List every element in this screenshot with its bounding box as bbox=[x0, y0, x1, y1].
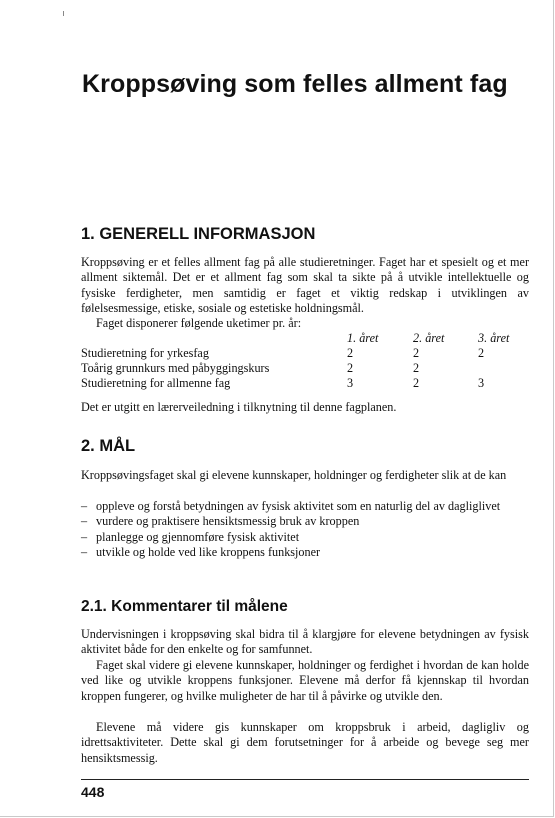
list-item-text: vurdere og praktisere hensiktsmessig bruk av kroppen bbox=[96, 514, 360, 529]
table-row-label: Toårig grunnkurs med påbyggingskurs bbox=[81, 361, 270, 375]
table-header-year1: 1. året bbox=[347, 331, 379, 345]
table-cell: 2 bbox=[478, 346, 485, 360]
table-cell: 3 bbox=[478, 376, 485, 390]
section-heading-general-info: 1. GENERELL INFORMASJON bbox=[81, 225, 316, 243]
comments-paragraph-3: Elevene må videre gis kunnskaper om kroppsbruk i arbeid, dagligliv og idrettsaktiviteter. Dette skal gi dem forutsetninger for å arbeide og bevege seg mer hensiktsmessig. bbox=[81, 720, 529, 765]
table-row-label: Studieretning for allmenne fag bbox=[81, 376, 231, 390]
dash-marker: – bbox=[81, 499, 88, 513]
footer-rule bbox=[81, 779, 529, 780]
table-row-label: Studieretning for yrkesfag bbox=[81, 346, 209, 360]
table-cell: 3 bbox=[347, 376, 354, 390]
table-cell: 2 bbox=[413, 361, 420, 375]
list-item-text: planlegge og gjennomføre fysisk aktivitet bbox=[96, 529, 300, 544]
dash-marker: – bbox=[81, 529, 88, 544]
comments-paragraph-1: Undervisningen i kroppsøving skal bidra til å klargjøre for elevene betydningen av fysisk aktivitet både for den enkelte og for samfunnet. bbox=[81, 627, 529, 657]
list-item bbox=[81, 545, 529, 560]
list-item bbox=[81, 530, 529, 545]
scan-mark bbox=[63, 11, 64, 16]
table-cell: 2 bbox=[347, 361, 354, 375]
table-cell: 2 bbox=[413, 346, 420, 360]
list-item bbox=[81, 514, 529, 529]
goals-list bbox=[81, 499, 529, 561]
hours-intro: Faget disponerer følgende uketimer pr. år: bbox=[96, 316, 302, 330]
list-item-text: utvikle og holde ved like kroppens funksjoner bbox=[96, 545, 321, 560]
general-info-paragraph: Kroppsøving er et felles allment fag på alle studieretninger. Faget har et spesielt og et mer allment siktemål. Det er et allment fag som skal ta sikte på å utvikle intellektuelle og fysiske ferdigheter, men samtidig er faget et viktig redskap i utviklingen av følelsesmessige, etiske, sosiale og estetiske holdningsmål. bbox=[81, 255, 529, 316]
comments-paragraph-2: Faget skal videre gi elevene kunnskaper, holdninger og ferdighet i hvordan de kan holde ved like og utvikle kroppens funksjoner. Elevene må derfor få kjennskap til hvordan kroppen fungerer, og hvilke muligheter de har til å påvirke og utvikle den. bbox=[81, 658, 529, 703]
table-header-year3: 3. året bbox=[478, 331, 510, 345]
goals-intro: Kroppsøvingsfaget skal gi elevene kunnskaper, holdninger og ferdigheter slik at de kan bbox=[81, 468, 507, 482]
section-heading-goals: 2. MÅL bbox=[81, 437, 136, 455]
table-cell: 2 bbox=[413, 376, 420, 390]
section-heading-comments: 2.1. Kommentarer til målene bbox=[81, 598, 288, 615]
table-cell: 2 bbox=[347, 346, 354, 360]
table-header-year2: 2. året bbox=[413, 331, 445, 345]
page-title: Kroppsøving som felles allment fag bbox=[82, 70, 508, 98]
dash-marker: – bbox=[81, 514, 88, 529]
list-item-text: oppleve og forstå betydningen av fysisk aktivitet som en naturlig del av dagliglivet bbox=[96, 499, 501, 513]
list-item bbox=[81, 499, 529, 514]
dash-marker: – bbox=[81, 545, 88, 560]
page-number: 448 bbox=[81, 784, 105, 800]
guide-note: Det er utgitt en lærerveiledning i tilknytning til denne fagplanen. bbox=[81, 400, 397, 414]
